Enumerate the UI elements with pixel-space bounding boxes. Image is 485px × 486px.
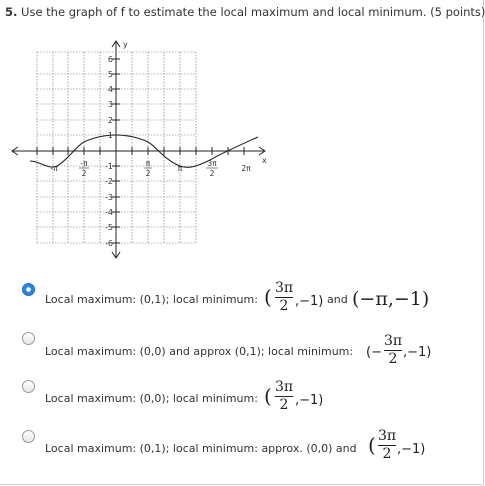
option-text: Local maximum: (0,0) and approx (0,1); local minimum: (45, 345, 354, 358)
option-text: Local maximum: (0,0); local minimum: (45, 392, 258, 405)
open-paren: ( (264, 285, 272, 309)
y-tick-label: -5 (105, 223, 113, 232)
y-tick-label: -6 (105, 239, 113, 248)
answer-option-1[interactable] (0, 280, 485, 330)
question-prompt: Use the graph of f to estimate the local maximum and local minimum. (5 points) (21, 5, 485, 19)
fraction-denominator: 2 (388, 351, 398, 367)
open-paren: ( (264, 384, 272, 408)
y-tick-label: 2 (107, 116, 113, 125)
radio-button[interactable] (22, 430, 35, 443)
x-tick-label: 2 (209, 169, 215, 178)
x-tick-label: 2π (241, 164, 251, 173)
y-tick-label: 5 (107, 70, 113, 79)
fraction-numerator: 3π (384, 333, 403, 349)
y-tick-label: 6 (107, 55, 113, 64)
point-prefix: (− (366, 345, 382, 360)
axes (12, 41, 265, 258)
option-text: Local maximum: (0,1); local minimum: (45, 293, 258, 306)
y-tick-label: 4 (107, 85, 113, 94)
x-axis-label: x (262, 156, 267, 165)
y-tick-label: -3 (105, 193, 113, 202)
option-text: Local maximum: (0,1); local minimum: approx. (0,0) and (45, 442, 357, 455)
x-tick-label: π (145, 159, 151, 168)
y-tick-label: -4 (105, 208, 113, 217)
extra-point: (−π,−1) (352, 288, 430, 310)
y-tick-label: -1 (105, 162, 113, 171)
fraction-numerator: 3π (275, 280, 294, 296)
point-tail: ,−1) (403, 345, 432, 360)
fraction (275, 281, 293, 314)
y-tick-label: 3 (107, 100, 113, 109)
point-tail: ,−1) (295, 294, 324, 309)
open-paren: ( (368, 433, 376, 457)
answer-option-4[interactable] (0, 428, 485, 478)
y-tick-label: -2 (105, 177, 113, 186)
question-number: 5. (5, 5, 18, 19)
radio-button-selected[interactable] (22, 283, 35, 296)
point-tail: ,−1) (397, 442, 426, 457)
point-tail: ,−1) (295, 393, 324, 408)
x-tick-label: -π (80, 159, 88, 168)
radio-button[interactable] (22, 332, 35, 345)
radio-button[interactable] (22, 380, 35, 393)
y-axis-label: y (123, 40, 128, 49)
x-tick-label: 3π (207, 159, 217, 168)
x-tick-label: 2 (81, 169, 87, 178)
fraction (275, 380, 293, 413)
fraction-numerator: 3π (275, 379, 294, 395)
x-tick-label: π (177, 164, 183, 173)
and-text: and (327, 293, 348, 306)
fraction-denominator: 2 (279, 298, 289, 314)
answer-option-3[interactable] (0, 378, 485, 428)
x-tick-label: -π (50, 164, 58, 173)
fraction-denominator: 2 (279, 397, 289, 413)
fraction (384, 334, 402, 367)
fraction (378, 429, 396, 462)
x-tick-label: 2 (145, 169, 151, 178)
y-tick-label: 1 (107, 131, 113, 140)
fraction-numerator: 3π (378, 428, 397, 444)
fraction-denominator: 2 (382, 446, 392, 462)
answer-option-2[interactable] (0, 330, 485, 380)
